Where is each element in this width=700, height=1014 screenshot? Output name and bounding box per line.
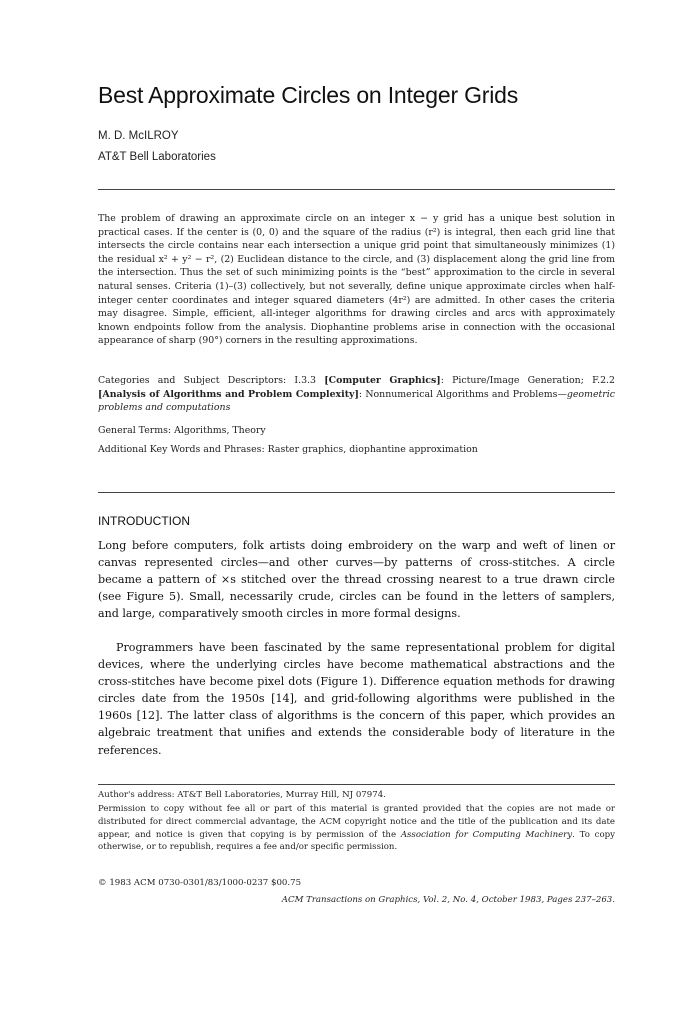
permission-footnote <box>98 803 615 854</box>
abstract-text: The problem of drawing an approximate circle on an integer x − y grid has a unique best solution in practical cases. If the center is (0, 0) and the square of the radius (r²) is integral, then each grid line that intersects the circle contains near each intersection a unique grid point that simultaneously minimizes (1) the residual x² + y² − r², (2) Euclidean distance to the circle, and (3) displacement along the grid line from the intersection. Thus the set of such minimizing points is the “best” approximation to the circle in several natural senses. Criteria (1)–(3) collectively, but not severally, define unique approximate circles when half-integer center coordinates and integer squared diameters (4r²) are admitted. In other cases the criteria may disagree. Simple, efficient, all-integer algorithms for drawing circles and arcs with approximately known endpoints follow from the analysis. Diophantine problems arise in connection with the occasional appearance of sharp (90°) corners in the resulting approximations. <box>98 213 615 347</box>
category-aa-italic: geometric problems and computations <box>98 388 615 414</box>
intro-paragraph-1: Long before computers, folk artists doing embroidery on the warp and weft of linen or canvas represented circles—and other curves—by patterns of cross-stitches. A circle became a pattern of ×s stitched over the thread crossing nearest to a true drawn circle (see Figure 5). Small, necessarily crude, circles can be found in the letters of samplers, and large, comparatively smooth circles in more formal designs. <box>98 539 615 621</box>
abstract-bottom-rule <box>98 492 615 493</box>
abstract-top-rule <box>98 189 615 190</box>
general-terms: General Terms: Algorithms, Theory <box>98 425 266 436</box>
categories-descriptors <box>98 374 615 415</box>
category-computer-graphics: [Computer Graphics] <box>324 375 441 386</box>
author-name: M. D. McILROY <box>98 130 179 142</box>
permission-org: Association for Computing Machinery <box>400 829 573 840</box>
paper-title: Best Approximate Circles on Integer Grids <box>98 82 519 108</box>
permission-text-a: Permission to copy without fee all or part of this material is granted provided that the copies are not made or distributed for direct commercial advantage, the ACM copyright notice and the title of the publication and its date appear, and notice is given that copying is by permission of the <box>98 804 615 840</box>
category-analysis-algorithms: [Analysis of Algorithms and Problem Complexity] <box>98 388 359 400</box>
category-cg-detail: : Picture/Image Generation; F.2.2 <box>440 375 615 386</box>
author-address-footnote: Author's address: AT&T Bell Laboratories, Murray Hill, NJ 07974. <box>98 790 386 800</box>
intro-paragraph-2: Programmers have been fascinated by the same representational problem for digital devices, where the underlying circles have become mathematical abstractions and the cross-stitches have become pixel dots (Figure 1). Difference equation methods for drawing circles date from the 1950s [14], and grid-following algorithms were published in the 1960s [12]. The latter class of algorithms is the concern of this paper, which provides an algebraic treatment that unifies and extends the considerable body of literature in the references. <box>98 641 615 757</box>
journal-citation: ACM Transactions on Graphics, Vol. 2, No. 4, October 1983, Pages 237–263. <box>281 895 615 905</box>
footnote-rule <box>98 784 615 785</box>
author-affiliation: AT&T Bell Laboratories <box>98 151 216 163</box>
copyright-notice: © 1983 ACM 0730-0301/83/1000-0237 $00.75 <box>98 878 302 888</box>
section-heading-introduction: INTRODUCTION <box>98 514 190 528</box>
category-aa-detail: : Nonnumerical Algorithms and Problems— <box>358 388 567 400</box>
categories-lead: Categories and Subject Descriptors: I.3.3 <box>98 375 325 386</box>
additional-keywords: Additional Key Words and Phrases: Raster graphics, diophantine approximation <box>98 444 478 455</box>
permission-text-b: . To copy otherwise, or to republish, requires a fee and/or specific permission. <box>98 829 616 853</box>
